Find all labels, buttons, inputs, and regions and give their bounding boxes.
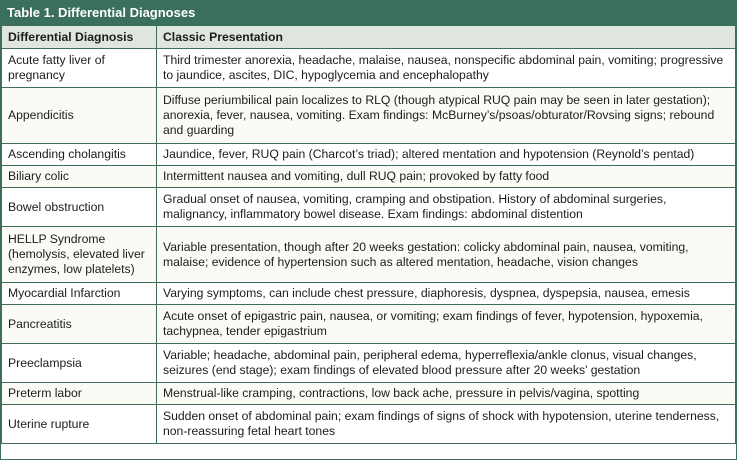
table-header-row [2,26,736,49]
diagnosis-cell: Biliary colic [2,166,157,188]
presentation-cell: Third trimester anorexia, headache, malaise, nausea, nonspecific abdominal pain, vomiting; progressive to jaundice, ascites, DIC, hypoglycemia and encephalopathy [157,49,736,88]
presentation-cell: Diffuse periumbilical pain localizes to RLQ (though atypical RUQ pain may be seen in later gestation); anorexia, fever, nausea, vomiting. Exam findings: McBurney’s/psoas/obturator/Rovsing signs; rebound and guarding [157,88,736,144]
table-row [2,166,736,188]
diagnosis-cell: Preeclampsia [2,344,157,383]
presentation-cell: Sudden onset of abdominal pain; exam findings of signs of shock with hypotension, uterine tenderness, non-reassuring fetal heart tones [157,405,736,444]
diagnosis-cell: Myocardial Infarction [2,283,157,305]
diagnosis-cell: Uterine rupture [2,405,157,444]
presentation-cell: Jaundice, fever, RUQ pain (Charcot’s triad); altered mentation and hypotension (Reynold’s pentad) [157,144,736,166]
table-row [2,88,736,144]
table-row [2,383,736,405]
presentation-cell: Menstrual-like cramping, contractions, low back ache, pressure in pelvis/vagina, spotting [157,383,736,405]
presentation-cell: Intermittent nausea and vomiting, dull RUQ pain; provoked by fatty food [157,166,736,188]
diagnosis-cell: Bowel obstruction [2,188,157,227]
presentation-cell: Variable presentation, though after 20 weeks gestation: colicky abdominal pain, nausea, vomiting, malaise; evidence of hypertension such as altered mentation, headache, vision changes [157,227,736,283]
table-row [2,144,736,166]
table-row [2,283,736,305]
table-row [2,227,736,283]
diagnosis-cell: Acute fatty liver of pregnancy [2,49,157,88]
diagnosis-cell: Appendicitis [2,88,157,144]
presentation-cell: Acute onset of epigastric pain, nausea, or vomiting; exam findings of fever, hypotension, hypoxemia, tachypnea, tender epigastrium [157,305,736,344]
table-row [2,305,736,344]
diagnosis-cell: Pancreatitis [2,305,157,344]
diagnosis-cell: HELLP Syndrome (hemolysis, elevated liver enzymes, low platelets) [2,227,157,283]
column-header-presentation: Classic Presentation [157,26,736,49]
presentation-cell: Varying symptoms, can include chest pressure, diaphoresis, dyspnea, dyspepsia, nausea, emesis [157,283,736,305]
table-row [2,49,736,88]
differential-diagnoses-table [1,25,736,444]
table-title: Table 1. Differential Diagnoses [1,1,736,25]
column-header-diagnosis: Differential Diagnosis [2,26,157,49]
presentation-cell: Gradual onset of nausea, vomiting, cramping and obstipation. History of abdominal surgeries, malignancy, inflammatory bowel disease. Exam findings: abdominal distention [157,188,736,227]
diagnosis-cell: Preterm labor [2,383,157,405]
table-row [2,405,736,444]
presentation-cell: Variable; headache, abdominal pain, peripheral edema, hyperreflexia/ankle clonus, visual changes, seizures (end stage); exam findings of elevated blood pressure after 20 weeks’ gestation [157,344,736,383]
table-row [2,344,736,383]
diagnosis-cell: Ascending cholangitis [2,144,157,166]
table-row [2,188,736,227]
